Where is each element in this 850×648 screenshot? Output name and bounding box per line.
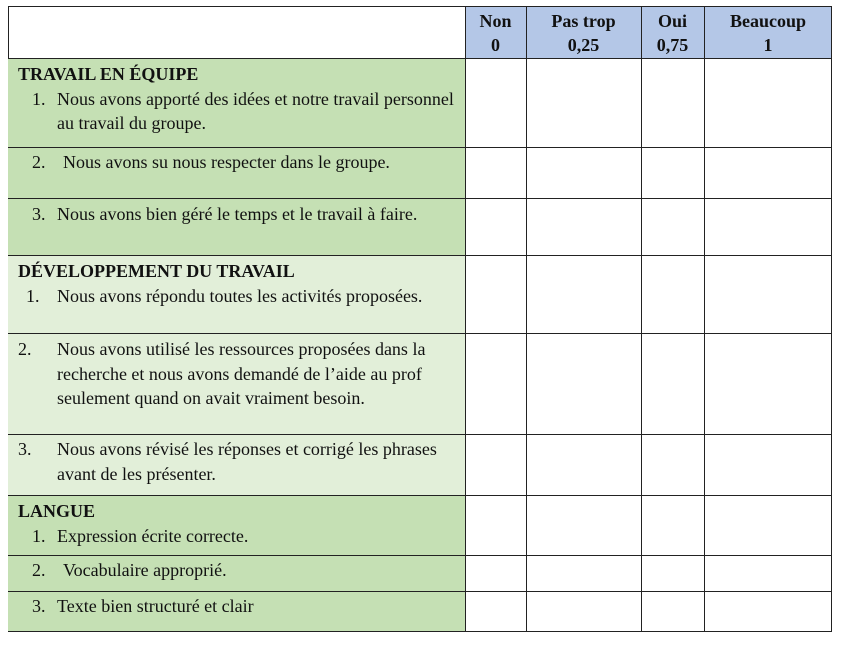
criterion-item [18, 524, 455, 549]
column-divider [526, 6, 527, 632]
criterion-text: Vocabulaire approprié. [63, 560, 227, 580]
criterion-item [18, 594, 455, 619]
criterion-number: 1. [32, 525, 46, 546]
criterion-dev-1 [8, 255, 465, 333]
col-header-oui [641, 6, 704, 58]
col-label-oui: Oui [657, 11, 687, 31]
criterion-text: Nous avons utilisé les ressources proposées dans la recherche et nous avons demandé de l’aide au prof seulement quand on avait vraiment besoin. [57, 339, 426, 408]
col-header-non [465, 6, 526, 58]
criterion-text: Nous avons su nous respecter dans le groupe. [63, 152, 390, 172]
criterion-number: 3. [18, 439, 32, 459]
table-border-right [831, 6, 832, 632]
criterion-item [18, 437, 453, 486]
row-divider [8, 58, 832, 59]
criterion-item [18, 87, 455, 136]
criterion-item [18, 150, 455, 175]
table-border-left [8, 6, 9, 58]
criterion-number: 2. [32, 560, 46, 580]
criterion-number: 2. [18, 339, 32, 359]
column-divider [704, 6, 705, 632]
header-blank-cell [8, 6, 465, 58]
criterion-team-2 [8, 147, 465, 198]
criterion-text: Expression écrite correcte. [57, 525, 249, 546]
criterion-item [18, 558, 455, 583]
column-divider [465, 6, 466, 632]
table-border-top [8, 6, 832, 7]
criterion-team-1 [8, 58, 465, 147]
row-divider [8, 555, 832, 556]
criterion-number: 1. [32, 88, 46, 109]
criterion-text: Nous avons révisé les réponses et corrigé les phrases avant de les présenter. [57, 439, 437, 484]
criterion-number: 3. [32, 596, 46, 616]
col-label-pas-trop: Pas trop [551, 11, 616, 31]
row-divider [8, 591, 832, 592]
column-divider [641, 6, 642, 632]
criterion-text: Nous avons bien géré le temps et le travail à faire. [57, 204, 418, 224]
criterion-number: 1. [26, 285, 40, 306]
section-title-development: DÉVELOPPEMENT DU TRAVAIL [18, 261, 295, 281]
criterion-text: Nous avons apporté des idées et notre travail personnel au travail du groupe. [57, 88, 454, 133]
criterion-item [18, 284, 455, 309]
criterion-team-3 [8, 198, 465, 255]
criterion-item [18, 202, 455, 227]
section-title-team: TRAVAIL EN ÉQUIPE [18, 64, 199, 84]
table-border-bottom [8, 631, 832, 632]
row-divider [8, 198, 832, 199]
criterion-lang-3 [8, 591, 465, 632]
criterion-item [18, 337, 453, 411]
criterion-dev-3 [8, 434, 465, 495]
col-value-pas-trop: 0,25 [567, 35, 600, 55]
criterion-lang-1 [8, 495, 465, 555]
col-header-beaucoup [704, 6, 832, 58]
col-label-beaucoup: Beaucoup [729, 11, 807, 31]
row-divider [8, 434, 832, 435]
criterion-lang-2 [8, 555, 465, 591]
col-value-oui: 0,75 [656, 35, 689, 55]
row-divider [8, 495, 832, 496]
col-value-beaucoup: 1 [763, 35, 773, 55]
row-divider [8, 333, 832, 334]
criterion-text: Texte bien structuré et clair [57, 596, 254, 616]
criterion-number: 2. [32, 152, 46, 172]
row-divider [8, 255, 832, 256]
criterion-text: Nous avons répondu toutes les activités proposées. [57, 285, 423, 306]
criterion-dev-2 [8, 333, 465, 434]
col-label-non: Non [479, 11, 512, 31]
section-title-language: LANGUE [18, 501, 96, 521]
col-value-non: 0 [491, 35, 500, 55]
criterion-number: 3. [32, 204, 46, 224]
col-header-pas-trop [526, 6, 641, 58]
row-divider [8, 147, 832, 148]
